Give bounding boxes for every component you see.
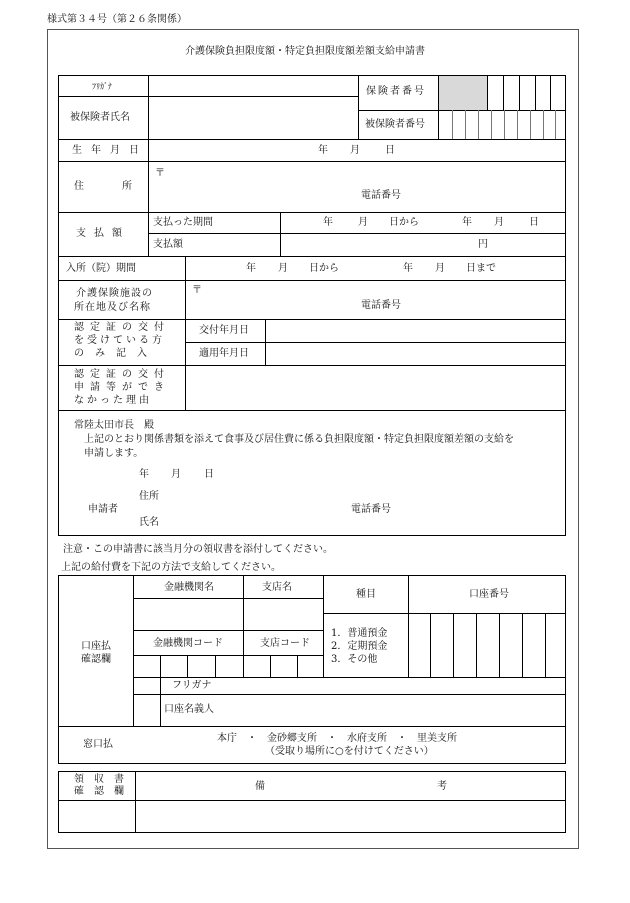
declaration-year: 年 — [139, 469, 149, 480]
insured-number-label: 被保険者番号 — [365, 119, 425, 130]
facility-label-line2: 所在地及び名称 — [74, 302, 151, 313]
account-holder-field[interactable] — [244, 695, 565, 726]
receipt-confirm-field[interactable] — [59, 801, 135, 832]
reason-label-line3: なかった理由 — [74, 395, 152, 406]
pickup-offices[interactable]: 本庁 ・ 金砂郷支所 ・ 水府支所 ・ 里美支所 — [217, 733, 457, 744]
birth-year: 年 — [318, 145, 328, 156]
admission-from-year: 年 — [246, 263, 256, 274]
cert-label-line2: を受けている方 — [74, 335, 165, 346]
account-type-label: 種目 — [356, 589, 376, 600]
attachment-note: 注意・この申請書に該当月分の領収書を添付してください。 — [63, 544, 333, 555]
payment-method-note: 上記の給付費を下記の方法で支給してください。 — [61, 562, 281, 573]
receipt-label-line1: 領 収 書 — [74, 774, 124, 785]
window-payment-label: 窓口払 — [83, 739, 113, 750]
transfer-label-line1: 口座払 — [81, 641, 111, 652]
remarks-field[interactable] — [136, 801, 565, 832]
period-to-day: 日 — [529, 217, 539, 228]
furigana-field[interactable] — [149, 76, 357, 96]
insurer-number-label: 保険者番号 — [366, 86, 426, 97]
paid-period-field[interactable] — [281, 213, 565, 233]
pickup-offices-note: （受取り場所に○を付けてください） — [265, 746, 434, 757]
transfer-label-line2: 確認欄 — [81, 654, 111, 665]
issue-date-label: 交付年月日 — [199, 325, 249, 336]
birth-month: 月 — [350, 145, 360, 156]
issue-date-field[interactable] — [266, 320, 565, 342]
yen-unit: 円 — [478, 239, 488, 250]
branch-name-field[interactable] — [244, 599, 323, 630]
period-from-year: 年 — [323, 217, 333, 228]
account-type-option-1[interactable]: 1．普通預金 — [331, 628, 388, 639]
birth-date-label: 生年月日 — [72, 145, 148, 156]
admission-to-day: 日まで — [466, 263, 496, 274]
address-phone-label: 電話番号 — [361, 190, 401, 201]
facility-label-line1: 介護保険施設の — [76, 288, 153, 299]
form-title: 介護保険負担限度額・特定負担限度額差額支給申請書 — [185, 46, 425, 57]
declaration-month: 月 — [171, 469, 181, 480]
applicant-phone-field[interactable] — [400, 500, 555, 516]
applicant-phone-label: 電話番号 — [351, 504, 391, 515]
furigana-label: ﾌﾘｶﾞﾅ — [92, 82, 112, 91]
address-label: 住 所 — [74, 181, 138, 192]
branch-code-label: 支店コード — [260, 638, 310, 649]
account-type-option-3[interactable]: 3．その他 — [331, 654, 378, 665]
account-number-label: 口座番号 — [469, 589, 509, 600]
admission-period-label: 入所（院）期間 — [66, 263, 136, 274]
cert-label-line1: 認定証の交付 — [74, 322, 170, 333]
declaration-day: 日 — [204, 469, 214, 480]
reason-label-line2: 申請等ができ — [74, 382, 170, 393]
receipt-label-line2: 確 認 欄 — [74, 786, 124, 797]
account-type-option-2[interactable]: 2．定期預金 — [331, 641, 388, 652]
addressee: 常陸太田市長 殿 — [74, 420, 154, 431]
applicant-label: 申請者 — [88, 504, 118, 515]
insured-name-field[interactable] — [149, 97, 357, 139]
period-to-month: 月 — [494, 217, 504, 228]
applicant-address-label: 住所 — [139, 491, 159, 502]
branch-label: 支店名 — [262, 582, 292, 593]
birth-date-field[interactable] — [149, 140, 565, 161]
period-from-day: 日から — [389, 217, 419, 228]
applicant-name-label: 氏名 — [139, 517, 159, 528]
form-number: 様式第３４号（第２６条関係） — [47, 14, 187, 25]
bank-code-label: 金融機関コード — [153, 638, 223, 649]
paid-amount-label: 支払額 — [153, 239, 183, 250]
postal-mark: 〒 — [155, 168, 165, 179]
facility-phone-label: 電話番号 — [361, 300, 401, 311]
paid-period-label: 支払った期間 — [153, 217, 213, 228]
account-holder-label: 口座名義人 — [164, 704, 214, 715]
remarks-label-2: 考 — [437, 781, 447, 792]
bank-furigana-label: フリガナ — [172, 680, 212, 691]
declaration-body-line1: 上記のとおり関係書類を添えて食事及び居住費に係る負担限度額・特定負担限度額差額の支給を — [84, 434, 514, 445]
declaration-body-line2: 申請します。 — [84, 448, 144, 459]
remarks-label-1: 備 — [255, 781, 265, 792]
bank-furigana-field[interactable] — [244, 678, 565, 694]
facility-field[interactable] — [186, 281, 565, 319]
insurer-number-shaded-cell — [439, 76, 487, 110]
admission-to-month: 月 — [435, 263, 445, 274]
applicant-name-field[interactable] — [165, 513, 345, 529]
admission-from-month: 月 — [278, 263, 288, 274]
period-to-year: 年 — [462, 217, 472, 228]
paid-amount-field[interactable] — [281, 234, 565, 256]
birth-day: 日 — [385, 145, 395, 156]
reason-field[interactable] — [186, 366, 565, 410]
address-field[interactable] — [149, 162, 565, 212]
admission-to-year: 年 — [403, 263, 413, 274]
valid-date-field[interactable] — [266, 343, 565, 365]
bank-name-field[interactable] — [134, 599, 243, 630]
bank-name-label: 金融機関名 — [164, 582, 214, 593]
period-from-month: 月 — [358, 217, 368, 228]
valid-date-label: 適用年月日 — [199, 348, 249, 359]
payment-label: 支払額 — [76, 228, 130, 239]
reason-label-line1: 認定証の交付 — [74, 369, 170, 380]
facility-postal-mark: 〒 — [192, 285, 202, 296]
cert-label-line3: のみ記入 — [74, 348, 158, 359]
admission-period-field[interactable] — [186, 257, 565, 280]
admission-from-day: 日から — [309, 263, 339, 274]
insured-name-label: 被保険者氏名 — [70, 112, 130, 123]
